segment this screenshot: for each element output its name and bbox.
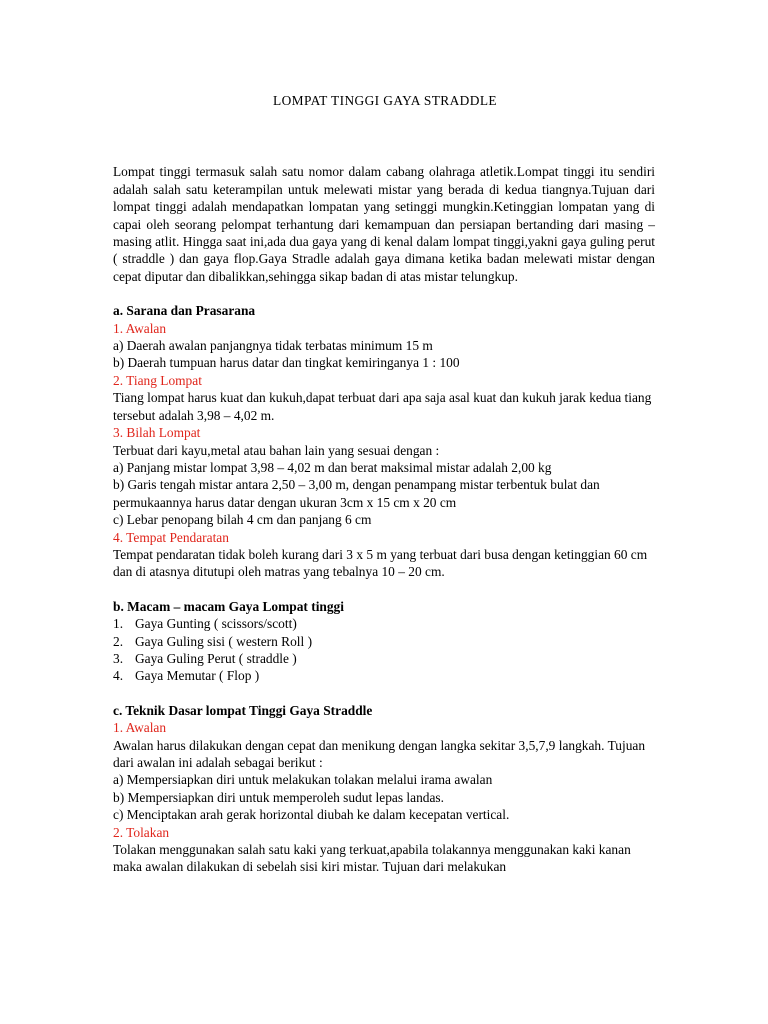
section-a-sub3-label: 3. Bilah Lompat: [113, 425, 201, 441]
spacer: [113, 685, 655, 702]
section-a-sub1-item: a) Daerah awalan panjangnya tidak terbatas minimum 15 m: [113, 338, 433, 354]
document-title: LOMPAT TINGGI GAYA STRADDLE: [273, 93, 497, 108]
section-a-sub4-label: 4. Tempat Pendaratan: [113, 529, 229, 545]
section-a-sub3-item: a) Panjang mistar lompat 3,98 – 4,02 m dan berat maksimal mistar adalah 2,00 kg: [113, 459, 552, 475]
list-item: 1. Gaya Gunting ( scissors/scott): [113, 616, 297, 632]
section-c-heading: c. Teknik Dasar lompat Tinggi Gaya Straddle: [113, 702, 373, 718]
section-c-sub1-text: Awalan harus dilakukan dengan cepat dan menikung dengan langka sekitar 3,5,7,9 langkah. Tujuan dari awalan ini adalah sebagai berikut :: [113, 737, 646, 770]
section-a-sub3-item: c) Lebar penopang bilah 4 cm dan panjang 6 cm: [113, 512, 372, 528]
section-a-sub1-item: b) Daerah tumpuan harus datar dan tingkat kemiringanya 1 : 100: [113, 355, 460, 371]
section-a-heading: a. Sarana dan Prasarana: [113, 303, 256, 319]
spacer: [113, 581, 655, 598]
section-a-sub1-label: 1. Awalan: [113, 320, 167, 336]
document-page: [113, 92, 655, 876]
list-item: 4. Gaya Memutar ( Flop ): [113, 668, 260, 684]
section-c-sub2-text: Tolakan menggunakan salah satu kaki yang terkuat,apabila tolakannya menggunakan kaki kanan maka awalan dilakukan di sebelah sisi kiri mistar. Tujuan dari melakukan: [113, 842, 631, 875]
section-a-sub2-text: Tiang lompat harus kuat dan kukuh,dapat terbuat dari apa saja asal kuat dan kukuh jarak kedua tiang tersebut adalah 3,98 – 4,02 m.: [113, 390, 652, 423]
section-c: [113, 702, 655, 876]
section-c-sub2-label: 2. Tolakan: [113, 824, 170, 840]
intro-paragraph: Lompat tinggi termasuk salah satu nomor dalam cabang olahraga atletik.Lompat tinggi itu sendiri adalah salah satu keterampilan untuk melewati mistar yang berada di kedua tiangnya.Tujuan dari lompat tinggi adalah mendapatkan lompatan yang setinggi mungkin.Ketinggian lompatan yang di capai oleh seorang pelompat terhantung dari kemampuan dan persiapan bertanding dari masing – masing atlit. Hingga saat ini,ada dua gaya yang di kenal dalam lompat tinggi,yakni gaya guling perut ( straddle ) dan gaya flop.Gaya Stradle adalah gaya dimana ketika badan melewati mistar dengan cepat diputar dan dibalikkan,sehingga sikap badan di atas mistar telungkup.: [113, 164, 655, 284]
section-a-sub3-item: b) Garis tengah mistar antara 2,50 – 3,00 m, dengan penampang mistar terbentuk bulat dan permukaannya harus datar dengan ukuran 3cm x 15 cm x 20 cm: [113, 477, 600, 510]
section-c-sub1-item: b) Mempersiapkan diri untuk memperoleh sudut lepas landas.: [113, 789, 444, 805]
section-b-heading: b. Macam – macam Gaya Lompat tinggi: [113, 598, 344, 614]
section-c-sub1-item: c) Menciptakan arah gerak horizontal diubah ke dalam kecepatan vertical.: [113, 807, 510, 823]
list-item: 3. Gaya Guling Perut ( straddle ): [113, 650, 297, 666]
section-a-sub3-intro: Terbuat dari kayu,metal atau bahan lain yang sesuai dengan :: [113, 442, 440, 458]
section-a: [113, 302, 655, 581]
section-a-sub2-label: 2. Tiang Lompat: [113, 372, 202, 388]
section-b-list: [113, 615, 655, 685]
section-b: [113, 598, 655, 685]
section-c-sub1-label: 1. Awalan: [113, 720, 167, 736]
list-item: 2. Gaya Guling sisi ( western Roll ): [113, 633, 313, 649]
section-c-sub1-item: a) Mempersiapkan diri untuk melakukan tolakan melalui irama awalan: [113, 772, 493, 788]
section-a-sub4-text: Tempat pendaratan tidak boleh kurang dari 3 x 5 m yang terbuat dari busa dengan ketinggian 60 cm dan di atasnya ditutupi oleh matras yang tebalnya 10 – 20 cm.: [113, 546, 648, 580]
